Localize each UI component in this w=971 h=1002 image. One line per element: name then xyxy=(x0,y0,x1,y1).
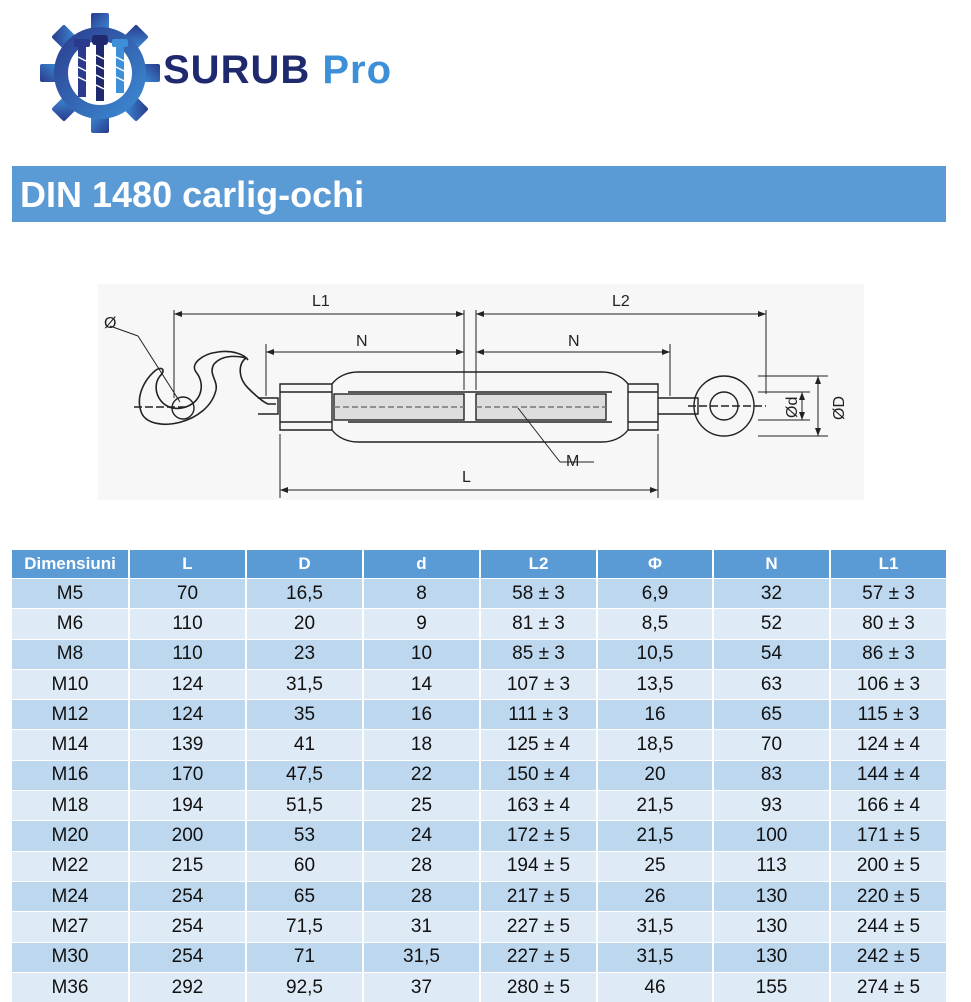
table-cell: 106 ± 3 xyxy=(830,669,946,699)
dim-label-phi: Ø xyxy=(104,315,116,332)
dimensions-table xyxy=(12,550,946,1002)
table-cell: 8 xyxy=(363,579,480,609)
table-cell: 124 xyxy=(129,700,246,730)
table-cell: 31,5 xyxy=(597,942,713,972)
table-cell: 130 xyxy=(713,912,830,942)
table-cell: 144 ± 4 xyxy=(830,760,946,790)
table-row xyxy=(12,881,946,911)
table-body xyxy=(12,579,946,1002)
table-cell: 26 xyxy=(597,881,713,911)
brand-name-part2: Pro xyxy=(322,48,392,92)
table-cell: 10,5 xyxy=(597,639,713,669)
table-cell: 172 ± 5 xyxy=(480,821,597,851)
table-cell: 92,5 xyxy=(246,972,363,1002)
page-title-bar xyxy=(12,166,946,222)
table-row xyxy=(12,942,946,972)
table-cell: 13,5 xyxy=(597,669,713,699)
table-cell: 41 xyxy=(246,730,363,760)
dim-label-l2: L2 xyxy=(612,293,630,310)
table-cell: 215 xyxy=(129,851,246,881)
table-cell: 274 ± 5 xyxy=(830,972,946,1002)
table-row xyxy=(12,700,946,730)
table-cell: 100 xyxy=(713,821,830,851)
table-cell: 254 xyxy=(129,912,246,942)
table-cell: 81 ± 3 xyxy=(480,609,597,639)
table-cell: 115 ± 3 xyxy=(830,700,946,730)
table-cell-size: M27 xyxy=(12,912,129,942)
table-cell: 254 xyxy=(129,942,246,972)
table-cell: 25 xyxy=(597,851,713,881)
table-cell: 111 ± 3 xyxy=(480,700,597,730)
dim-label-n-left: N xyxy=(356,333,368,350)
table-header-cell: N xyxy=(713,550,830,579)
table-row xyxy=(12,760,946,790)
table-cell: 124 xyxy=(129,669,246,699)
table-cell: 71,5 xyxy=(246,912,363,942)
table-cell: 292 xyxy=(129,972,246,1002)
table-cell: 93 xyxy=(713,791,830,821)
table-cell: 171 ± 5 xyxy=(830,821,946,851)
dim-label-d-small: Ød xyxy=(784,397,801,418)
table-cell: 31,5 xyxy=(363,942,480,972)
table-cell: 31 xyxy=(363,912,480,942)
table-cell: 60 xyxy=(246,851,363,881)
table-cell: 18 xyxy=(363,730,480,760)
table-cell: 107 ± 3 xyxy=(480,669,597,699)
table-cell: 8,5 xyxy=(597,609,713,639)
table-cell-size: M24 xyxy=(12,881,129,911)
table-cell: 194 ± 5 xyxy=(480,851,597,881)
table-row xyxy=(12,912,946,942)
table-cell-size: M10 xyxy=(12,669,129,699)
table-cell: 71 xyxy=(246,942,363,972)
table-cell: 63 xyxy=(713,669,830,699)
dim-label-l: L xyxy=(462,469,471,486)
table-cell: 37 xyxy=(363,972,480,1002)
table-cell: 16 xyxy=(597,700,713,730)
table-cell: 24 xyxy=(363,821,480,851)
table-row xyxy=(12,730,946,760)
table-cell: 53 xyxy=(246,821,363,851)
table-cell-size: M8 xyxy=(12,639,129,669)
table-cell-size: M14 xyxy=(12,730,129,760)
table-cell: 130 xyxy=(713,942,830,972)
table-cell: 57 ± 3 xyxy=(830,579,946,609)
table-cell: 23 xyxy=(246,639,363,669)
table-cell-size: M22 xyxy=(12,851,129,881)
table-cell-size: M12 xyxy=(12,700,129,730)
table-cell: 150 ± 4 xyxy=(480,760,597,790)
table-cell: 70 xyxy=(129,579,246,609)
table-cell: 16,5 xyxy=(246,579,363,609)
page-title: DIN 1480 carlig-ochi xyxy=(20,174,364,216)
table-row xyxy=(12,851,946,881)
table-cell: 280 ± 5 xyxy=(480,972,597,1002)
table-cell: 65 xyxy=(246,881,363,911)
table-cell: 166 ± 4 xyxy=(830,791,946,821)
gear-bolts-logo-icon xyxy=(38,10,162,136)
table-header-cell: D xyxy=(246,550,363,579)
table-cell: 227 ± 5 xyxy=(480,942,597,972)
table-cell-size: M30 xyxy=(12,942,129,972)
table-cell: 254 xyxy=(129,881,246,911)
table-row xyxy=(12,639,946,669)
table-row xyxy=(12,669,946,699)
table-cell: 200 ± 5 xyxy=(830,851,946,881)
table-cell: 58 ± 3 xyxy=(480,579,597,609)
table-cell-size: M20 xyxy=(12,821,129,851)
dim-label-d-large: ØD xyxy=(831,396,848,420)
table-row xyxy=(12,821,946,851)
table-row xyxy=(12,609,946,639)
table-cell: 80 ± 3 xyxy=(830,609,946,639)
table-cell: 124 ± 4 xyxy=(830,730,946,760)
turnbuckle-technical-drawing xyxy=(98,284,864,500)
table-cell: 70 xyxy=(713,730,830,760)
table-header-cell: L2 xyxy=(480,550,597,579)
table-cell: 220 ± 5 xyxy=(830,881,946,911)
table-cell-size: M36 xyxy=(12,972,129,1002)
table-cell: 47,5 xyxy=(246,760,363,790)
dim-label-m: M xyxy=(566,453,579,470)
table-cell: 200 xyxy=(129,821,246,851)
table-cell-size: M6 xyxy=(12,609,129,639)
table-header-cell: L1 xyxy=(830,550,946,579)
table-cell: 21,5 xyxy=(597,791,713,821)
table-cell: 22 xyxy=(363,760,480,790)
table-cell: 18,5 xyxy=(597,730,713,760)
table-cell: 51,5 xyxy=(246,791,363,821)
brand-name-part1: SURUB xyxy=(163,48,310,92)
table-cell: 194 xyxy=(129,791,246,821)
table-row xyxy=(12,972,946,1002)
table-cell: 170 xyxy=(129,760,246,790)
table-cell: 25 xyxy=(363,791,480,821)
table-cell: 16 xyxy=(363,700,480,730)
table-cell: 28 xyxy=(363,881,480,911)
dim-label-l1: L1 xyxy=(312,293,330,310)
table-cell: 65 xyxy=(713,700,830,730)
table-header-cell: Dimensiuni xyxy=(12,550,129,579)
table-cell: 20 xyxy=(246,609,363,639)
table-cell-size: M16 xyxy=(12,760,129,790)
table-cell: 32 xyxy=(713,579,830,609)
table-cell: 227 ± 5 xyxy=(480,912,597,942)
table-cell: 86 ± 3 xyxy=(830,639,946,669)
table-cell: 52 xyxy=(713,609,830,639)
table-cell: 9 xyxy=(363,609,480,639)
brand-logo xyxy=(38,10,438,138)
table-cell: 110 xyxy=(129,639,246,669)
table-header-cell: Φ xyxy=(597,550,713,579)
table-cell: 21,5 xyxy=(597,821,713,851)
table-cell: 83 xyxy=(713,760,830,790)
table-cell: 242 ± 5 xyxy=(830,942,946,972)
table-header-cell: d xyxy=(363,550,480,579)
table-row xyxy=(12,579,946,609)
table-cell: 54 xyxy=(713,639,830,669)
table-cell: 244 ± 5 xyxy=(830,912,946,942)
table-cell: 113 xyxy=(713,851,830,881)
table-cell: 155 xyxy=(713,972,830,1002)
table-cell: 130 xyxy=(713,881,830,911)
table-cell: 6,9 xyxy=(597,579,713,609)
dim-label-n-right: N xyxy=(568,333,580,350)
table-row xyxy=(12,791,946,821)
table-cell: 31,5 xyxy=(597,912,713,942)
table-cell: 10 xyxy=(363,639,480,669)
table-cell: 139 xyxy=(129,730,246,760)
table-cell-size: M18 xyxy=(12,791,129,821)
table-header-cell: L xyxy=(129,550,246,579)
table-cell: 217 ± 5 xyxy=(480,881,597,911)
table-cell: 35 xyxy=(246,700,363,730)
brand-name xyxy=(163,48,392,93)
table-cell: 31,5 xyxy=(246,669,363,699)
table-header-row xyxy=(12,550,946,579)
table-cell: 28 xyxy=(363,851,480,881)
table-cell: 20 xyxy=(597,760,713,790)
table-cell: 110 xyxy=(129,609,246,639)
table-cell: 46 xyxy=(597,972,713,1002)
table-cell: 125 ± 4 xyxy=(480,730,597,760)
table-cell-size: M5 xyxy=(12,579,129,609)
table-cell: 14 xyxy=(363,669,480,699)
table-cell: 163 ± 4 xyxy=(480,791,597,821)
table-cell: 85 ± 3 xyxy=(480,639,597,669)
